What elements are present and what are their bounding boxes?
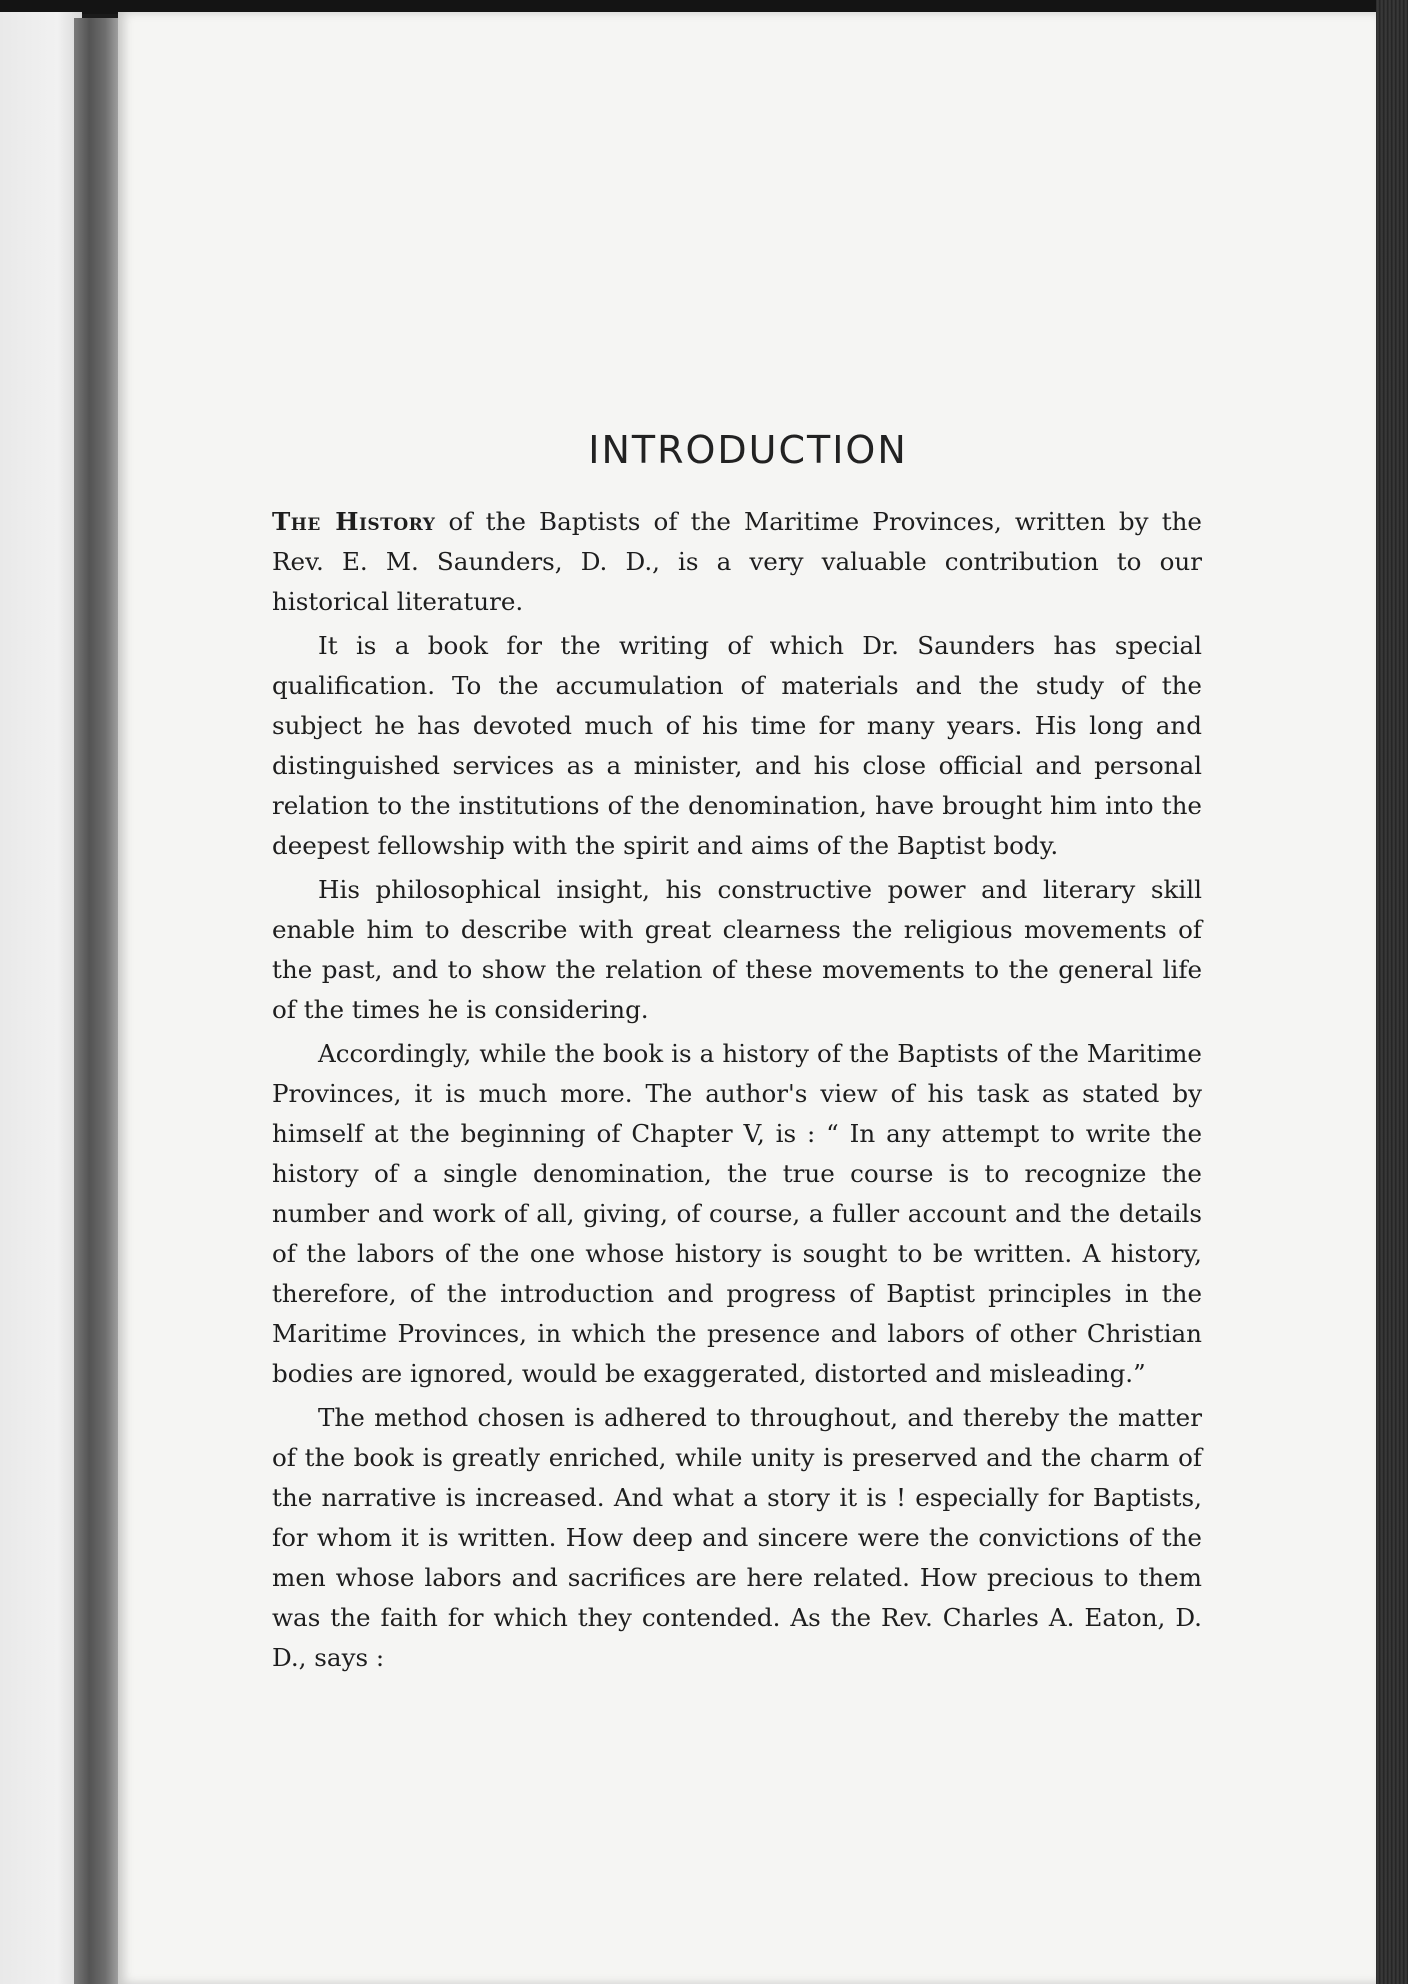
page-title: INTRODUCTION (588, 428, 908, 472)
page-content (272, 428, 1202, 1682)
paragraph-5: The method chosen is adhered to throughout, and thereby the matter of the book is greatly enriched, while unity is preserved and the charm of the narrative is increased. And what a story it is ! especially for Baptists, for whom it is written. How deep and sincere were the convictions of the men whose labors and sacrifices are here related. How precious to them was the faith for which they contended. As the Rev. Charles A. Eaton, D. D., says : (272, 1403, 1202, 1672)
facing-page-edge (0, 12, 82, 1984)
paragraph-1 (272, 502, 1202, 622)
paragraph-4: Accordingly, while the book is a history of the Baptists of the Maritime Provinces, it is much more. The author's view of his task as stated by himself at the beginning of Chapter V, is : “ In any attempt to write the history of a single denomination, the true course is to recognize the number and work of all, giving, of course, a fuller account and the details of the labors of the one whose history is sought to be written. A history, therefore, of the introduction and progress of Baptist principles in the Maritime Provinces, in which the presence and labors of other Christian bodies are ignored, would be exaggerated, distorted and misleading.” (272, 1039, 1202, 1388)
paragraph-3: His philosophical insight, his constructive power and literary skill enable him to describe with great clearness the religious movements of the past, and to show the relation of these movements to the general life of the times he is considering. (272, 875, 1202, 1024)
lead-small-caps: The History (272, 507, 436, 536)
page-block-edge (1376, 0, 1408, 1984)
paragraph-2: It is a book for the writing of which Dr. Saunders has special qualification. To the accumulation of materials and the study of the subject he has devoted much of his time for many years. His long and distinguished services as a minister, and his close official and personal relation to the institutions of the denomination, have brought him into the deepest fellowship with the spirit and aims of the Baptist body. (272, 631, 1202, 860)
paragraph-1-text: of the Baptists of the Maritime Provinces, written by the Rev. E. M. Saunders, D. D., is a very valuable contribution to our historical literature. (272, 507, 1202, 616)
